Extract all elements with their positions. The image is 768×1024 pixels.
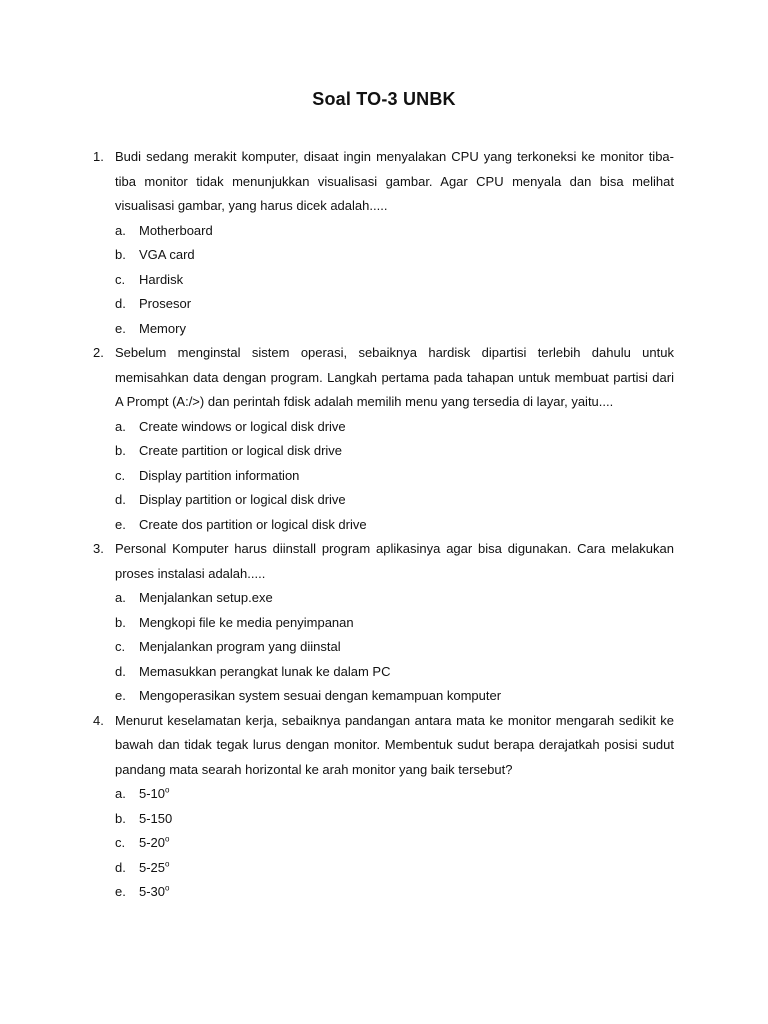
option-letter: c. [115,639,126,654]
option-text: Mengoperasikan system sesuai dengan kemampuan komputer [139,688,502,703]
degree-mark: o [165,859,170,869]
option-letter: a. [115,590,126,605]
option-d [115,488,674,513]
option-d [115,856,674,881]
option-list [93,415,674,538]
option-b [115,439,674,464]
degree-mark: o [165,883,170,893]
option-a [115,782,674,807]
option-text: Hardisk [139,271,184,287]
degree-mark: o [165,785,170,795]
option-value: 5-25 [139,859,166,875]
document-title: Soal TO-3 UNBK [312,89,456,109]
option-c [115,635,674,660]
option-letter: e. [115,884,126,899]
option-text [139,782,169,807]
option-value: 5-30 [139,884,166,899]
question-4 [93,709,674,905]
option-text: Create partition or logical disk drive [139,443,343,458]
option-letter: d. [115,492,126,507]
question-number: 3. [93,541,104,556]
option-value: 5-10 [139,786,166,801]
option-b [115,243,674,268]
option-letter: c. [115,467,126,483]
question-text: Budi sedang merakit komputer, disaat ingin menyalakan CPU yang terkoneksi ke monitor tiba-tiba monitor tidak menunjukkan visualisasi gambar. Agar CPU menyala dan bisa melihat visualisasi gambar, yang harus dicek adalah..... [115,149,674,213]
option-text: Memasukkan perangkat lunak ke dalam PC [139,663,391,679]
question-list [93,145,674,905]
option-text [139,831,169,856]
option-e [115,684,674,709]
option-b [115,611,674,636]
option-text: Menjalankan setup.exe [139,590,273,605]
option-list [93,219,674,342]
option-letter: b. [115,614,126,630]
option-letter: d. [115,296,126,311]
option-text: Menjalankan program yang diinstal [139,639,341,654]
option-value: 5-20 [139,835,166,850]
option-text [139,807,172,832]
option-a [115,586,674,611]
option-a [115,219,674,244]
option-text: Create windows or logical disk drive [139,418,346,434]
option-text: Motherboard [139,222,213,238]
option-text: VGA card [139,247,195,262]
option-letter: d. [115,859,126,875]
option-list [93,586,674,709]
option-letter: b. [115,443,126,458]
option-letter: c. [115,271,126,287]
question-text: Personal Komputer harus diinstall program aplikasinya agar bisa digunakan. Cara melakukan proses instalasi adalah..... [115,541,674,581]
option-text: Create dos partition or logical disk drive [139,516,367,532]
option-c [115,268,674,293]
question-number: 1. [93,149,104,164]
option-value: 5-150 [139,810,173,826]
option-e [115,880,674,905]
option-b [115,807,674,832]
option-c [115,464,674,489]
option-d [115,292,674,317]
option-e [115,513,674,538]
option-text: Memory [139,320,186,336]
option-letter: d. [115,663,126,679]
question-2 [93,341,674,537]
question-3 [93,537,674,709]
option-text [139,880,169,905]
question-number: 2. [93,345,104,360]
option-text: Mengkopi file ke media penyimpanan [139,614,354,630]
option-text: Prosesor [139,296,192,311]
question-text: Menurut keselamatan kerja, sebaiknya pandangan antara mata ke monitor mengarah sedikit ke bawah dan tidak tegak lurus dengan monitor. Membentuk sudut berapa derajatkah posisi sudut pandang mata searah horizontal ke arah monitor yang baik tersebut? [115,712,674,777]
option-c [115,831,674,856]
option-text: Display partition information [139,467,300,483]
option-list [93,782,674,905]
option-a [115,415,674,440]
option-letter: e. [115,516,126,532]
option-letter: c. [115,835,126,850]
question-text: Sebelum menginstal sistem operasi, sebaiknya hardisk dipartisi terlebih dahulu untuk memisahkan data dengan program. Langkah pertama pada tahapan untuk membuat partisi dari A Prompt (A:/>) dan perintah fdisk adalah memilih menu yang tersedia di layar, yaitu.... [115,345,674,409]
option-text [139,856,169,881]
option-letter: a. [115,222,126,238]
option-letter: b. [115,247,126,262]
option-letter: b. [115,810,126,826]
option-letter: e. [115,320,126,336]
option-d [115,660,674,685]
degree-mark: o [165,834,170,844]
option-letter: a. [115,786,126,801]
question-number: 4. [93,712,104,728]
option-text: Display partition or logical disk drive [139,492,346,507]
option-letter: a. [115,418,126,434]
option-e [115,317,674,342]
question-1 [93,145,674,341]
option-letter: e. [115,688,126,703]
